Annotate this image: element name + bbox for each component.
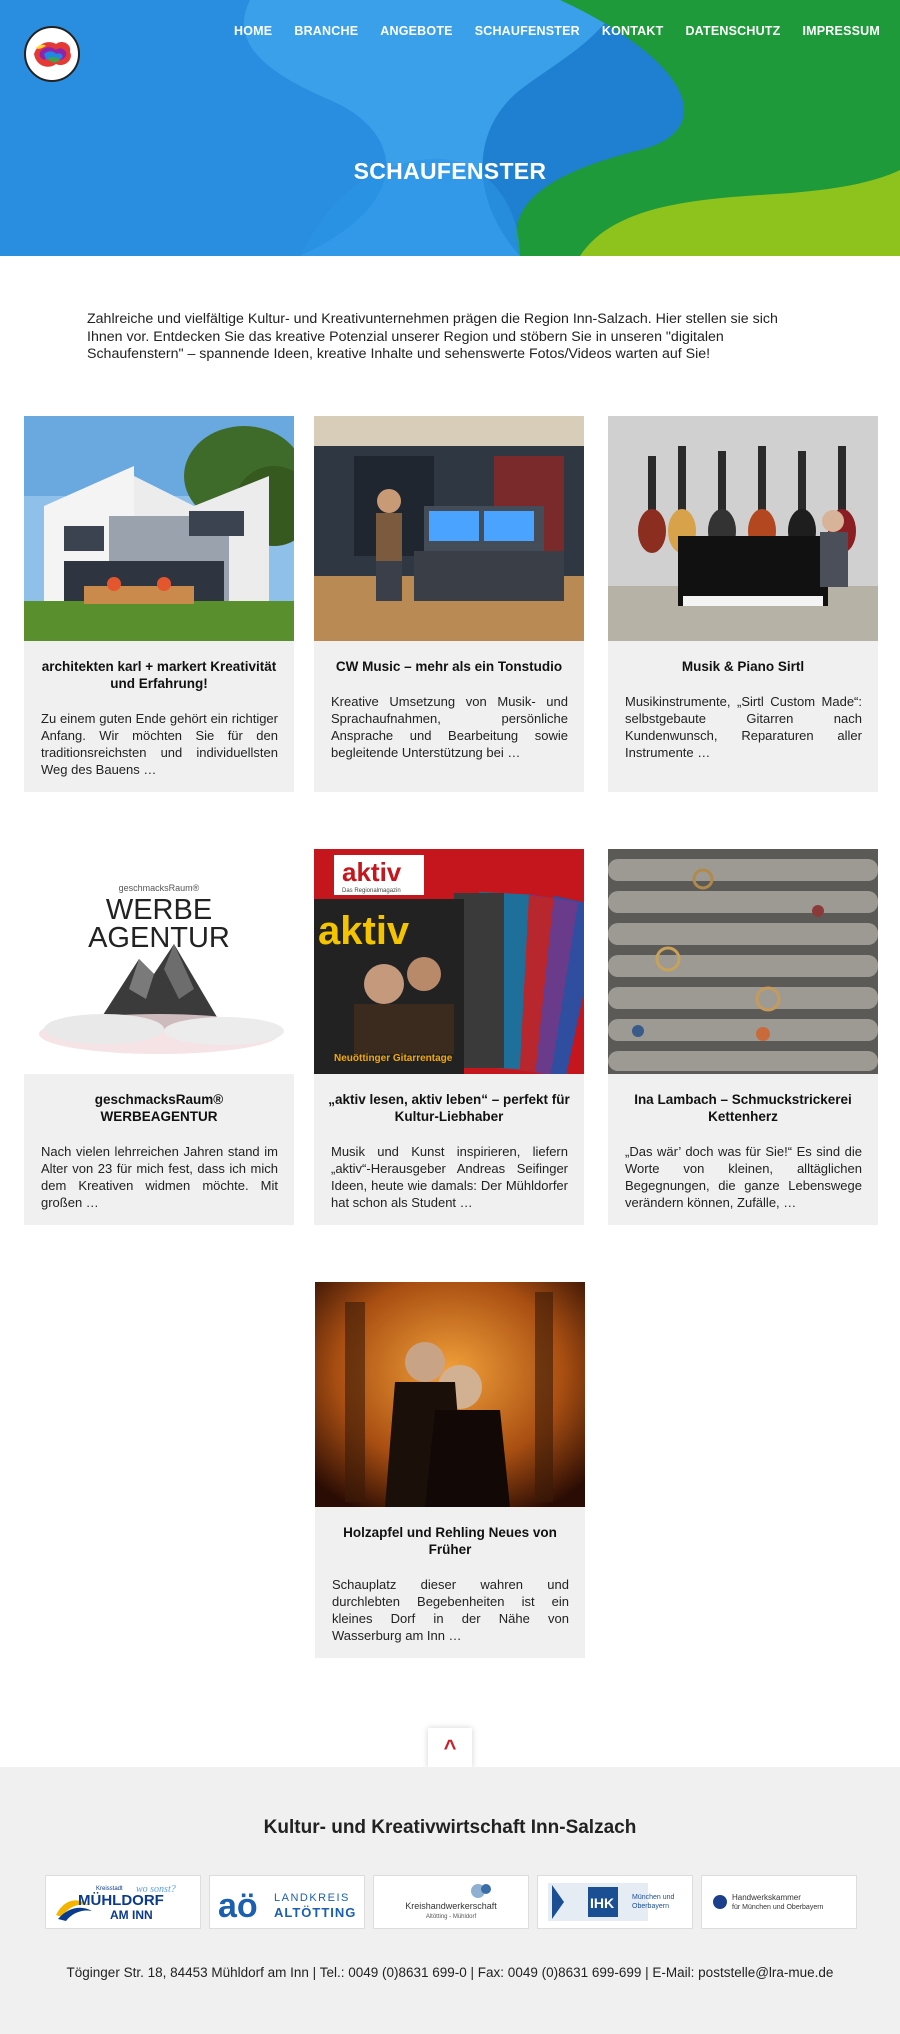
partner-logos <box>45 1875 857 1929</box>
aktiv-tagline: Das Regionalmagazin <box>342 888 401 894</box>
card-musik-piano-sirtl[interactable] <box>608 416 878 792</box>
card-title[interactable]: geschmacksRaum® WERBEAGENTUR <box>94 1092 224 1124</box>
werbeagentur-line1: WERBE <box>105 894 213 926</box>
card-text: Kreative Umsetzung von Musik- und Sprachaufnahmen, persönliche Ansprache und Bearbeitung sowie begleitende Unterstützung bei … <box>331 694 568 760</box>
card-title[interactable]: Ina Lambach – Schmuckstrickerei Kettenherz <box>634 1092 852 1124</box>
altoetting-line2: ALTÖTTING <box>274 1905 357 1920</box>
knitted-jewelry-photo <box>608 849 878 1074</box>
wave-background <box>0 0 900 256</box>
nav-datenschutz[interactable]: DATENSCHUTZ <box>685 24 781 38</box>
kreishandwerkerschaft-line1: Kreishandwerkerschaft <box>405 1901 497 1911</box>
page-title <box>0 158 900 185</box>
card-text: „Das wär’ doch was für Sie!“ Es sind die Worte von kleinen, alltäglichen Begegnungen, die ganze Lebenswege verändern können, Zufälle, … <box>625 1144 862 1210</box>
card-cw-music[interactable] <box>314 416 584 792</box>
altoetting-line1: LANDKREIS <box>274 1892 350 1904</box>
card-text: Musik und Kunst inspirieren, liefern „aktiv“-Herausgeber Andreas Seifinger Ideen, heute wie damals: Der Mühldorfer hat schon als Student … <box>331 1144 568 1210</box>
footer <box>0 1767 900 2034</box>
kreishandwerkerschaft-line2: Altötting - Mühldorf <box>425 1914 477 1920</box>
nav-impressum[interactable]: IMPRESSUM <box>802 24 880 38</box>
muehldorf-line1: MÜHLDORF <box>78 1892 164 1909</box>
kreishandwerkerschaft-logo[interactable] <box>373 1875 529 1929</box>
modern-house-photo <box>24 416 294 641</box>
nav-home[interactable]: HOME <box>234 24 273 38</box>
page-title-text: SCHAUFENSTER <box>353 158 547 184</box>
werbeagentur-logo-image <box>24 849 294 1074</box>
card-title[interactable]: CW Music – mehr als ein Tonstudio <box>335 659 563 674</box>
card-text: Musikinstrumente, „Sirtl Custom Made“: selbstgebaute Gitarren nach Kundenwunsch, Reparaturen aller Instrumente … <box>625 694 862 760</box>
card-architekten[interactable] <box>24 416 294 792</box>
card-kettenherz[interactable] <box>608 849 878 1225</box>
nav-kontakt[interactable]: KONTAKT <box>601 24 664 38</box>
ihk-line1: München und <box>632 1894 675 1901</box>
aktiv-cover-word: aktiv <box>318 909 410 953</box>
ihk-mark: IHK <box>590 1895 615 1911</box>
handwerkskammer-line1: Handwerkskammer <box>732 1893 801 1902</box>
card-aktiv[interactable] <box>314 849 584 1225</box>
guitars-piano-photo <box>608 416 878 641</box>
ihk-line2: Oberbayern <box>632 1903 669 1910</box>
colorful-brush-logo-icon <box>30 36 74 72</box>
altoetting-mark: aö <box>218 1887 258 1925</box>
card-title[interactable]: architekten karl + markert Kreativität und Erfahrung! <box>41 659 277 691</box>
recording-studio-photo <box>314 416 584 641</box>
card-text: Zu einem guten Ende gehört ein richtiger Anfang. Wir möchten Sie für den traditionsreichsten und individuellsten Weg des Bauens … <box>41 711 278 777</box>
card-title[interactable]: „aktiv lesen, aktiv leben“ – perfekt für Kultur-Liebhaber <box>328 1092 570 1124</box>
werbeagentur-line2: AGENTUR <box>88 922 230 954</box>
muehldorf-line2: AM INN <box>110 1908 153 1922</box>
back-to-top-button[interactable] <box>428 1728 472 1768</box>
footer-address: Töginger Str. 18, 84453 Mühldorf am Inn | Tel.: 0049 (0)8631 699-0 | Fax: 0049 (0)8631 699-699 | E-Mail: poststelle@lra-mue.de <box>66 1965 834 1980</box>
logo[interactable] <box>24 26 80 82</box>
muehldorf-am-inn-logo[interactable] <box>45 1875 201 1929</box>
hero-header <box>0 0 900 256</box>
main-navigation <box>212 24 880 38</box>
aktiv-cover-headline: Neuöttinger Gitarrentage <box>334 1053 453 1064</box>
werbeagentur-small-text: geschmacksRaum® <box>118 883 200 893</box>
landkreis-altoetting-logo[interactable] <box>209 1875 365 1929</box>
card-text: Schauplatz dieser wahren und durchlebten Begebenheiten ist ein kleines Dorf in der Nähe von Wasserburg am Inn … <box>332 1577 569 1643</box>
nav-angebote[interactable]: ANGEBOTE <box>380 24 453 38</box>
card-title[interactable]: Holzapfel und Rehling Neues von Früher <box>343 1525 557 1557</box>
magazine-stack-photo <box>314 849 584 1074</box>
footer-title: Kultur- und Kreativwirtschaft Inn-Salzach <box>263 1817 637 1838</box>
ihk-logo[interactable] <box>537 1875 693 1929</box>
card-text: Nach vielen lehrreichen Jahren stand im Alter von 23 für mich fest, dass ich mich dem Kreativen widmen möchte. Mit großen … <box>41 1144 278 1210</box>
muehldorf-tag: wo sonst? <box>136 1884 176 1895</box>
card-holzapfel-rehling[interactable] <box>315 1282 585 1658</box>
handwerkskammer-line2: für München und Oberbayern <box>732 1904 824 1911</box>
intro-text: Zahlreiche und vielfältige Kultur- und Kreativunternehmen prägen die Region Inn-Salzach. Hier stellen sie sich Ihnen vor. Entdecken Sie das kreative Potenzial unserer Region und stöbern Sie in unseren "digitalen Schaufenstern" – spannende Ideen, kreative Inhalte und sehenswerte Fotos/Videos warten auf Sie! <box>87 311 778 362</box>
card-geschmacksraum[interactable] <box>24 849 294 1225</box>
chevron-up-icon: ^ <box>443 1735 457 1760</box>
muehldorf-small: Kreisstadt <box>96 1886 123 1892</box>
nav-schaufenster[interactable]: SCHAUFENSTER <box>474 24 580 38</box>
nav-branche[interactable]: BRANCHE <box>294 24 359 38</box>
musicians-portrait-photo <box>315 1282 585 1507</box>
aktiv-logo-text: aktiv <box>342 857 402 887</box>
card-title[interactable]: Musik & Piano Sirtl <box>681 659 805 674</box>
handwerkskammer-logo[interactable] <box>701 1875 857 1929</box>
